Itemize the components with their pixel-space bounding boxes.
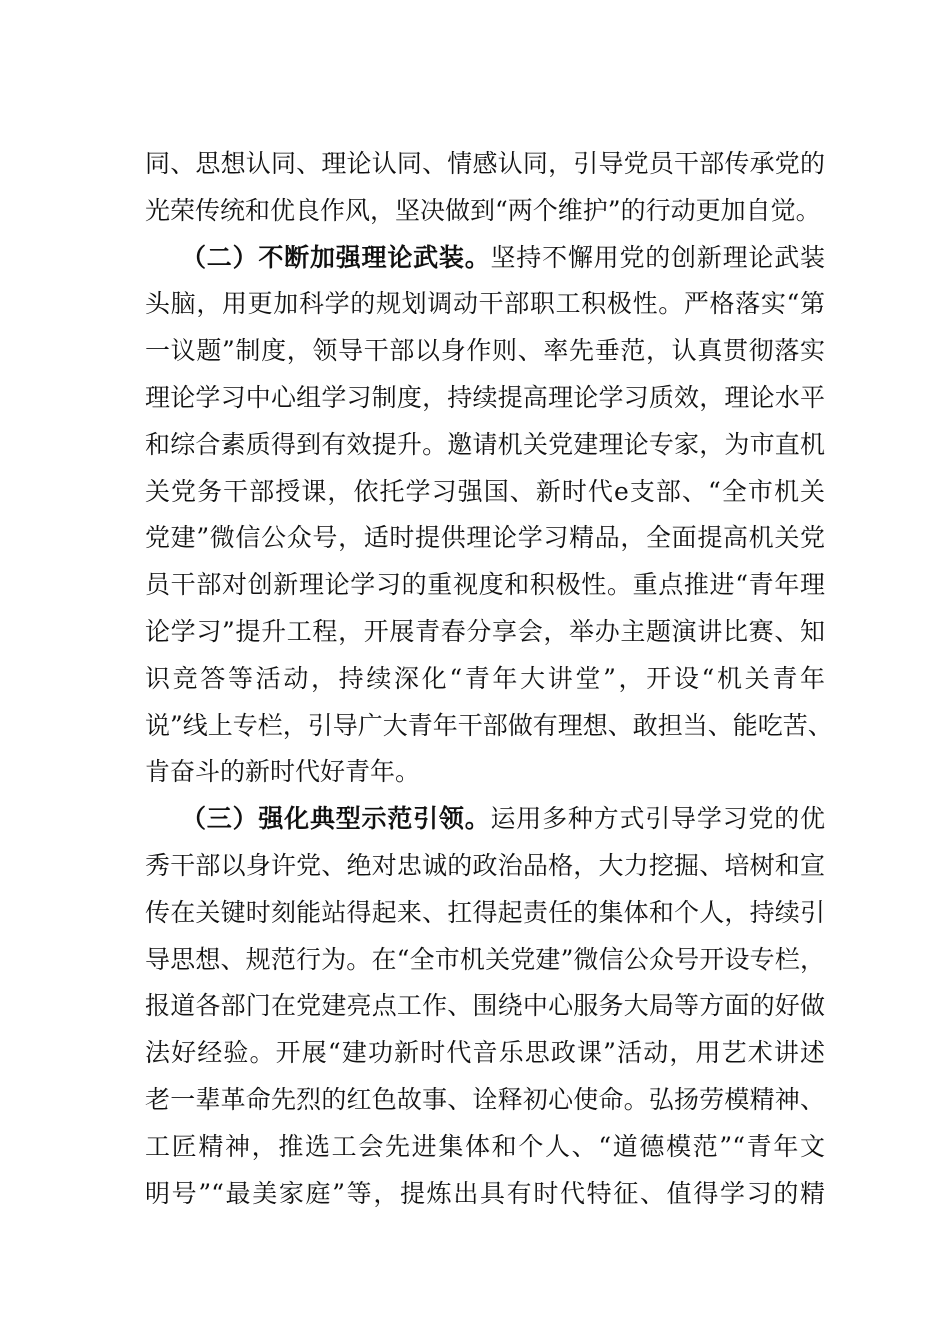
text-line: 识竞答等活动，持续深化“青年大讲堂”，开设“机关青年 [145,663,825,693]
text-line: 理论学习中心组学习制度，持续提高理论学习质效，理论水平 [145,382,825,412]
text-line: 党建”微信公众号，适时提供理论学习精品，全面提高机关党 [145,523,825,553]
document-body [145,141,833,1217]
text-line: 报道各部门在党建亮点工作、围绕中心服务大局等方面的好做 [145,991,825,1021]
text-line: 头脑，用更加科学的规划调动干部职工积极性。严格落实“第 [145,289,825,319]
section-2-first-line [145,235,825,282]
text-line: 老一辈革命先烈的红色故事、诠释初心使命。弘扬劳模精神、 [145,1084,825,1114]
text-line: 关党务干部授课，依托学习强国、新时代e支部、“全市机关 [145,476,825,506]
text-line: 传在关键时刻能站得起来、扛得起责任的集体和个人，持续引 [145,897,825,927]
text-line: 肯奋斗的新时代好青年。 [145,757,421,787]
text-line: 导思想、规范行为。在“全市机关党建”微信公众号开设专栏， [145,944,825,974]
text-line: 说”线上专栏，引导广大青年干部做有理想、敢担当、能吃苦、 [145,710,833,740]
text-line: 论学习”提升工程，开展青春分享会，举办主题演讲比赛、知 [145,616,825,646]
text-line: 秀干部以身许党、绝对忠诚的政治品格，大力挖掘、培树和宣 [145,850,825,880]
text-line: 一议题”制度，领导干部以身作则、率先垂范，认真贯彻落实 [145,336,825,366]
section-3-first-line [145,796,825,843]
text-line: 同、思想认同、理论认同、情感认同，引导党员干部传承党的 [145,149,825,178]
text-line: 和综合素质得到有效提升。邀请机关党建理论专家，为市直机 [145,429,825,459]
section-2-first-line-text: 坚持不懈用党的创新理论武装 [490,242,825,272]
section-3-heading: （三）强化典型示范引领。 [181,804,491,834]
text-line: 光荣传统和优良作风，坚决做到“两个维护”的行动更加自觉。 [145,195,821,225]
text-line: 工匠精神，推选工会先进集体和个人、“道德模范”“青年文 [145,1131,825,1161]
text-line: 员干部对创新理论学习的重视度和积极性。重点推进“青年理 [145,570,825,600]
section-2-heading: （二）不断加强理论武装。 [181,242,491,272]
section-3-first-line-text: 运用多种方式引导学习党的优 [490,804,825,834]
text-line: 法好经验。开展“建功新时代音乐思政课”活动，用艺术讲述 [145,1038,825,1068]
text-line: 明号”“最美家庭”等，提炼出具有时代特征、值得学习的精 [145,1178,825,1208]
